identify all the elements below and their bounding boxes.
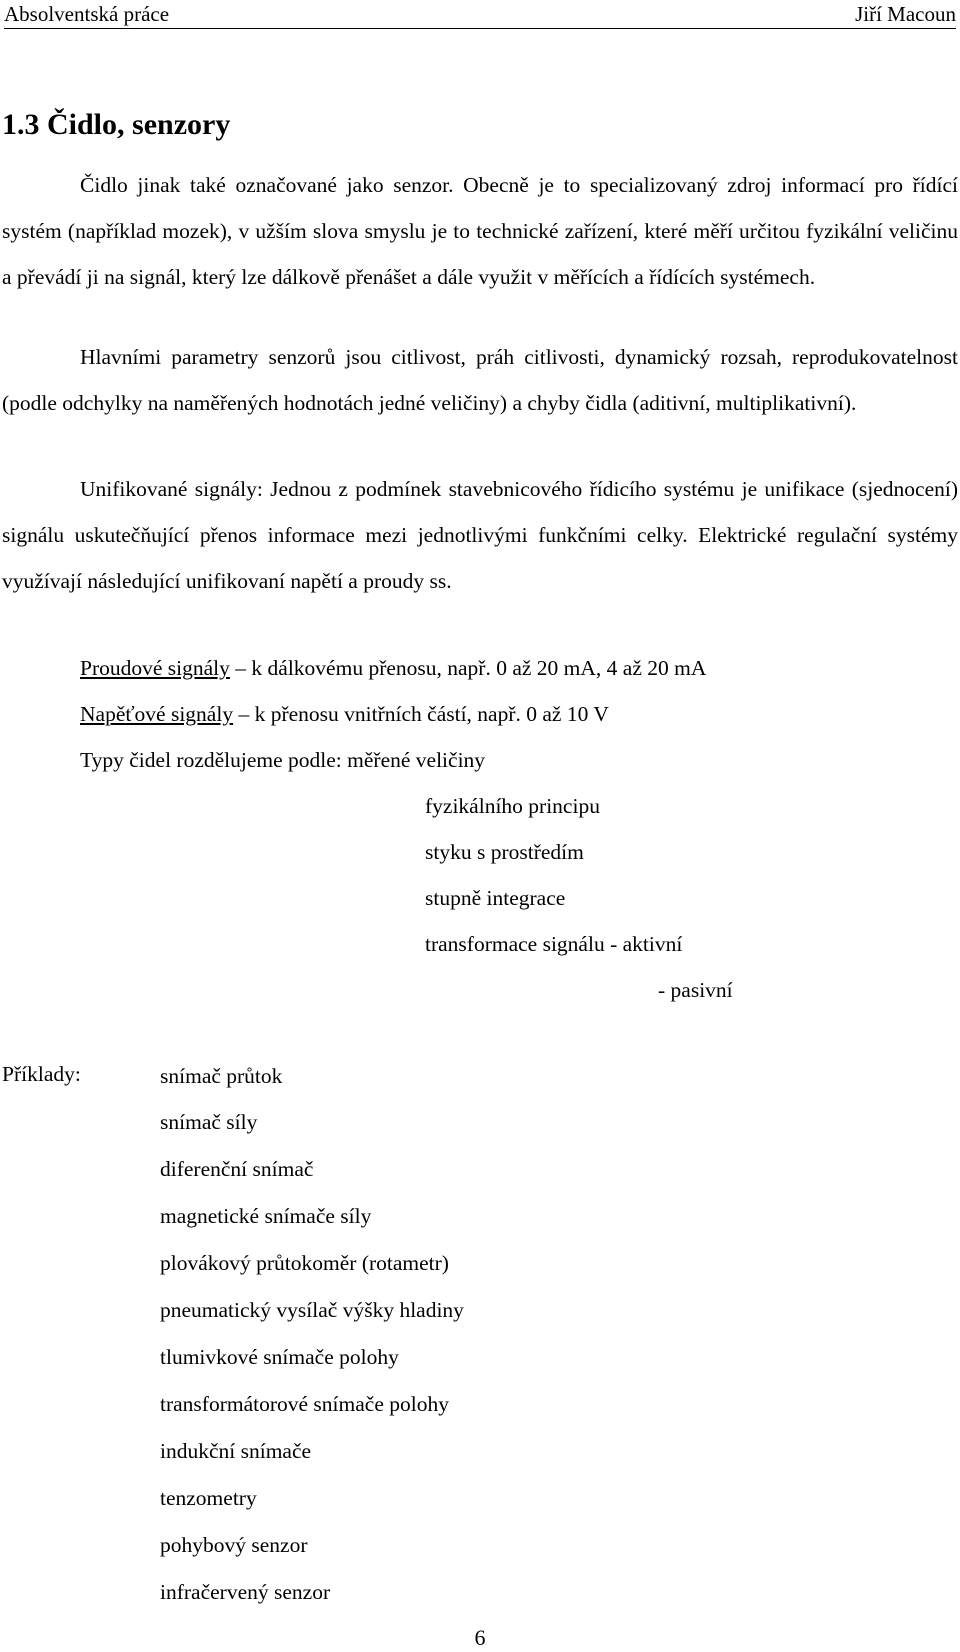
paragraph-unified-signals — [2, 466, 958, 604]
paragraph-text: Unifikované signály: Jednou z podmínek stavebnicového řídicího systému je unifikace (sjednocení) signálu uskutečňující přenos informace mezi jednotlivými funkčními celky. Elektrické regulační systémy využívají následující unifikovaní napětí a proudy ss. — [2, 477, 958, 593]
header-title: Absolventská práce — [4, 2, 170, 26]
example-item: tlumivkové snímače polohy — [160, 1345, 399, 1369]
type-item: transformace signálu - aktivní — [425, 932, 683, 956]
example-item: transformátorové snímače polohy — [160, 1392, 449, 1416]
types-intro: Typy čidel rozdělujeme podle: měřené veličiny — [80, 748, 486, 772]
example-item: pohybový senzor — [160, 1533, 308, 1557]
paragraph-text: Hlavními parametry senzorů jsou citlivost, práh citlivosti, dynamický rozsah, reprodukovatelnost (podle odchylky na naměřených hodnotách jedné veličiny) a chyby čidla (aditivní, multiplikativní). — [2, 345, 958, 415]
example-item: pneumatický vysílač výšky hladiny — [160, 1298, 464, 1322]
type-item: - pasivní — [658, 978, 733, 1002]
paragraph-intro — [2, 162, 958, 300]
example-item: magnetické snímače síly — [160, 1204, 372, 1228]
current-signals-text: – k dálkovému přenosu, např. 0 až 20 mA, 4 až 20 mA — [229, 656, 707, 680]
example-item: infračervený senzor — [160, 1580, 331, 1604]
voltage-signals-text: – k přenosu vnitřních částí, např. 0 až 10 V — [233, 702, 609, 726]
example-item: diferenční snímač — [160, 1157, 314, 1181]
page-header — [4, 0, 956, 29]
voltage-signals-label: Napěťové signály — [80, 702, 234, 726]
current-signals-line — [80, 645, 706, 691]
examples-label: Příklady: — [2, 1062, 81, 1086]
type-item: stupně integrace — [425, 886, 566, 910]
example-item: indukční snímače — [160, 1439, 312, 1463]
paragraph-text: Čidlo jinak také označované jako senzor. Obecně je to specializovaný zdroj informací pro řídící systém (například mozek), v užším slova smyslu je to technické zařízení, které měří určitou fyzikální veličinu a převádí ji na signál, který lze dálkově přenášet a dále využit v měřících a řídících systémech. — [2, 173, 958, 289]
example-item: tenzometry — [160, 1486, 257, 1510]
type-item: fyzikálního principu — [425, 794, 600, 818]
paragraph-parameters — [2, 334, 958, 426]
type-item: styku s prostředím — [425, 840, 584, 864]
section-heading: 1.3 Čidlo, senzory — [2, 108, 231, 141]
example-item: plovákový průtokoměr (rotametr) — [160, 1251, 449, 1275]
page-number: 6 — [474, 1625, 486, 1650]
example-item: snímač průtok — [160, 1064, 283, 1088]
header-author: Jiří Macoun — [855, 2, 956, 26]
current-signals-label: Proudové signály — [80, 656, 230, 680]
example-item: snímač síly — [160, 1110, 258, 1134]
voltage-signals-line — [80, 691, 609, 737]
